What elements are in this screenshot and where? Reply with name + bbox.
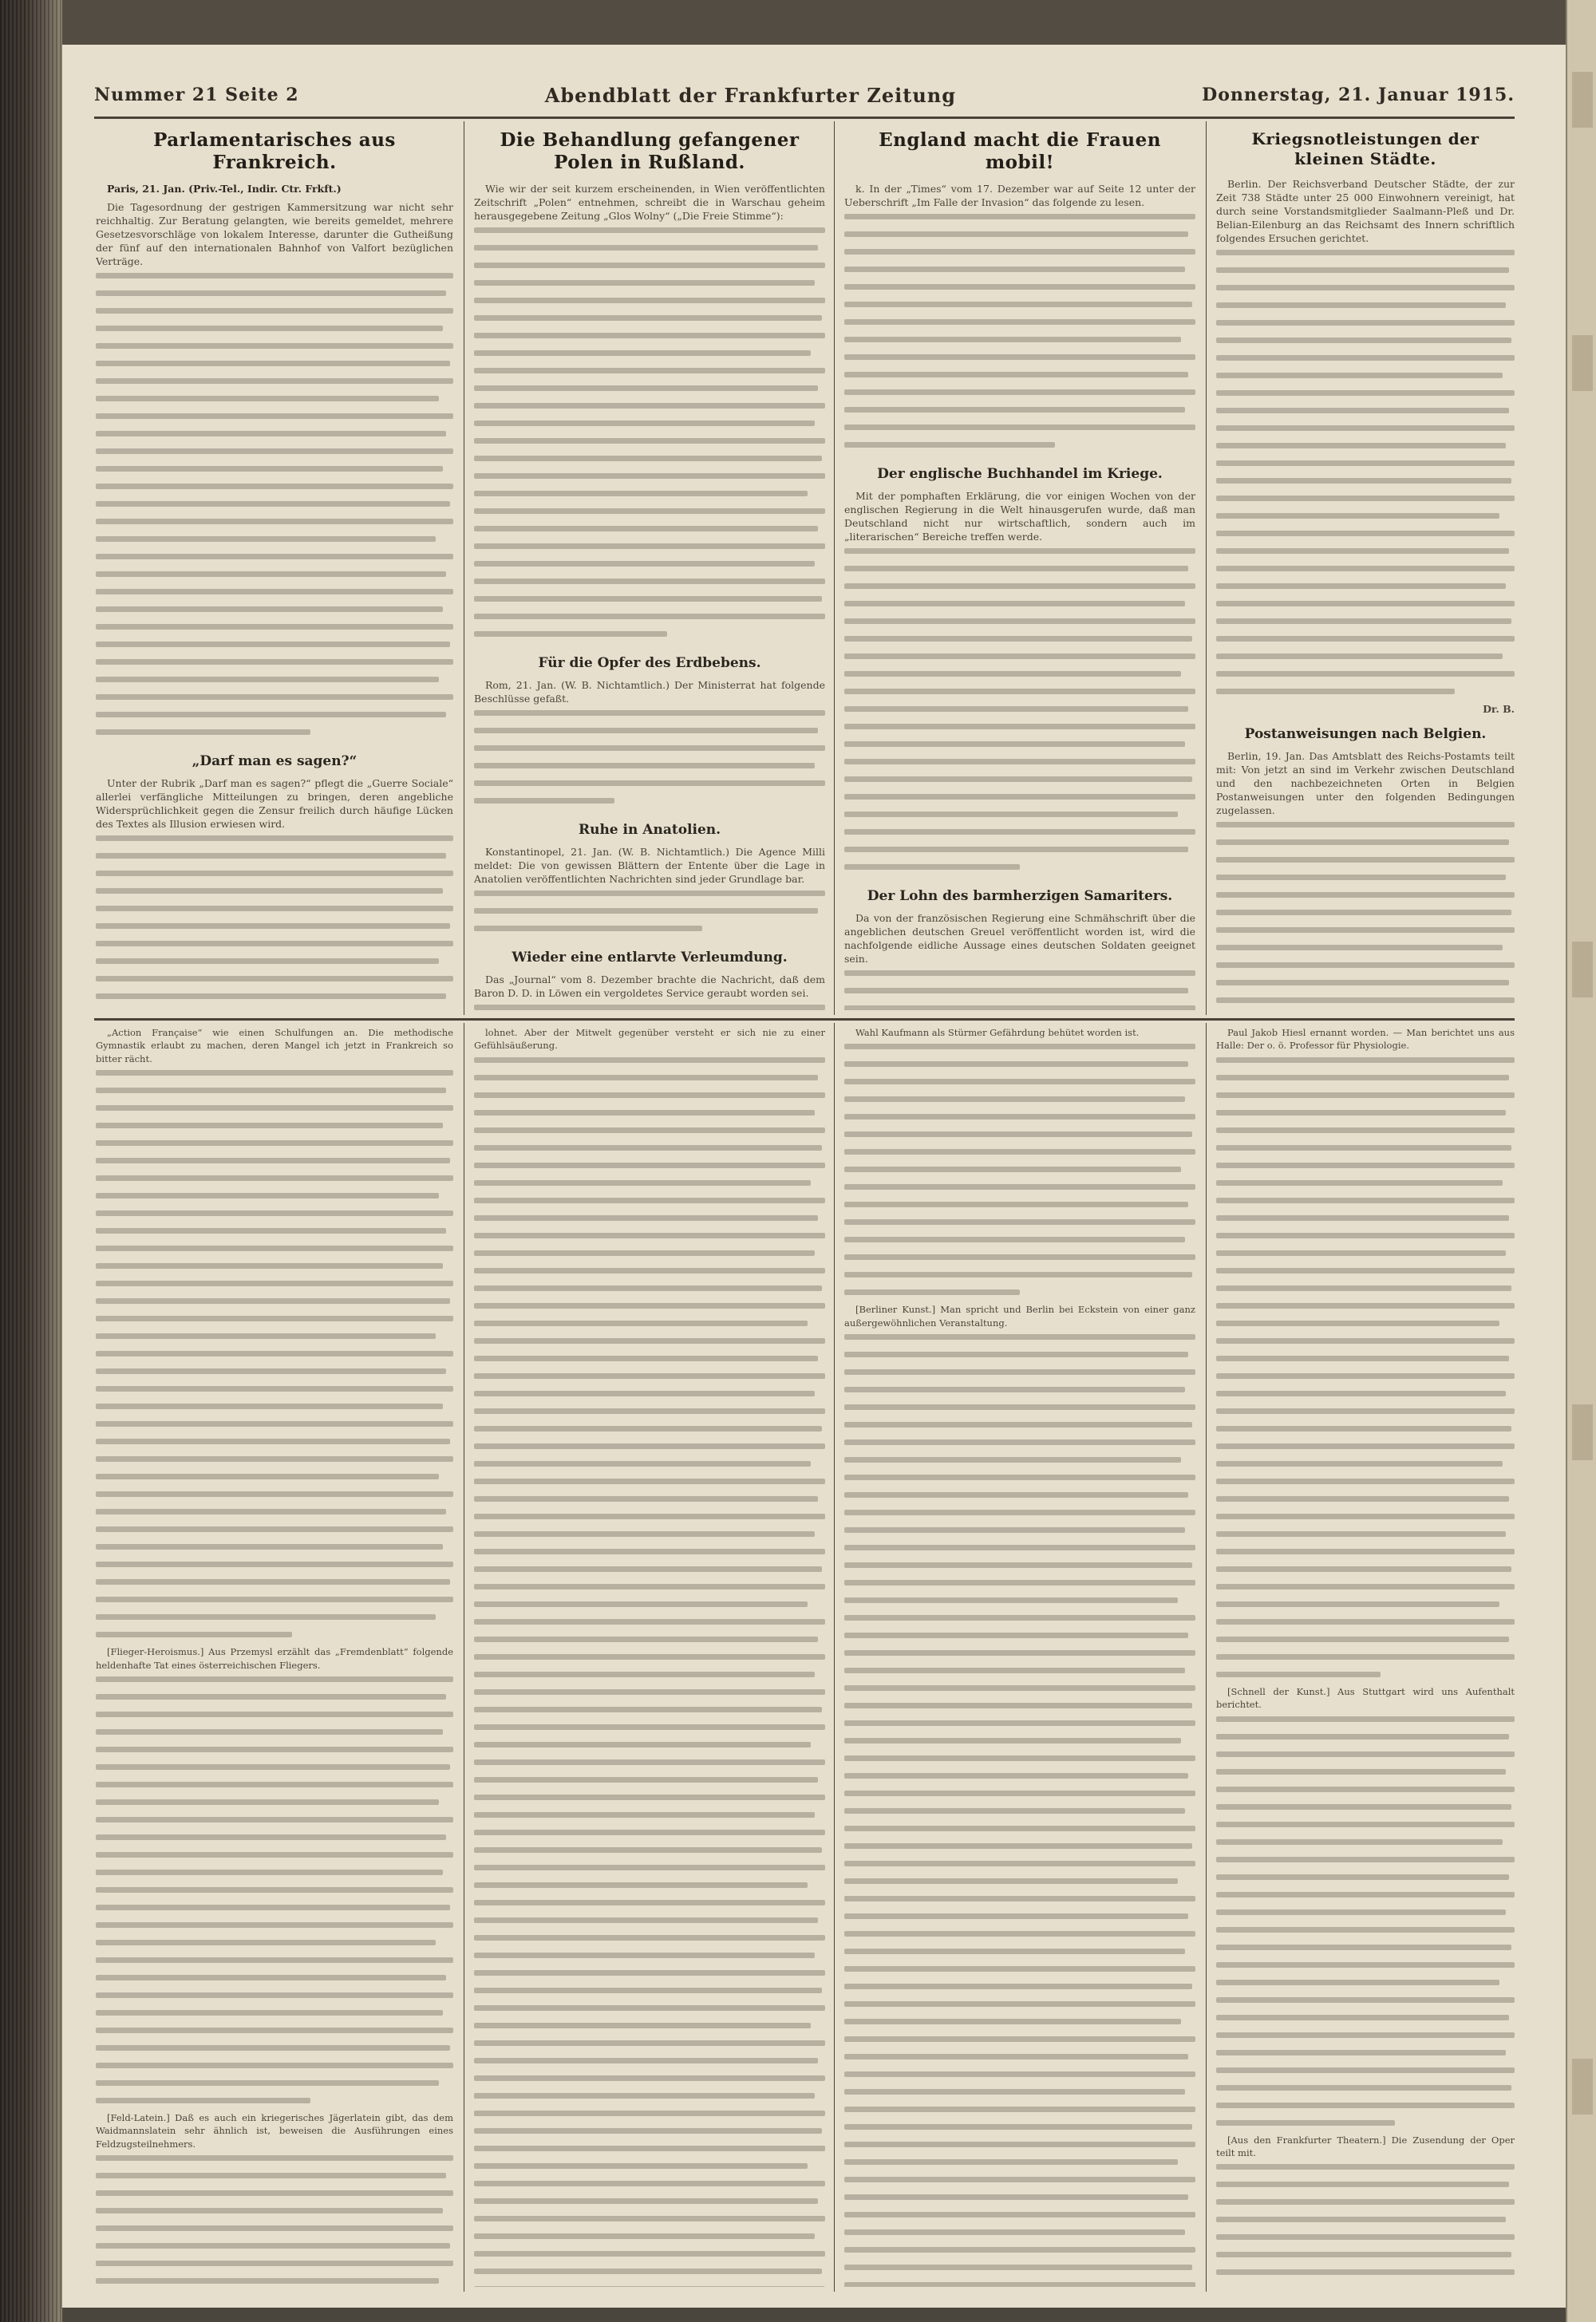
article-column-2 bbox=[474, 124, 825, 1010]
newspaper-title: Abendblatt der Frankfurter Zeitung bbox=[544, 83, 956, 107]
feuilleton-separator bbox=[94, 1018, 1515, 1021]
article-subheading: Wieder eine entlarvte Verleumdung. bbox=[512, 950, 788, 966]
page-number: Nummer 21 Seite 2 bbox=[94, 85, 299, 105]
article-subheading: Ruhe in Anatolien. bbox=[578, 822, 721, 838]
feuilleton-item: [Aus den Frankfurter Theatern.] Die Zusendung der Oper teilt mit. bbox=[1216, 2134, 1515, 2159]
article-headline: Die Behandlung gefangener Polen in Rußland. bbox=[500, 129, 800, 173]
article-subheading: Der Lohn des barmherzigen Samariters. bbox=[867, 888, 1173, 904]
feuilleton-body-lines bbox=[96, 2155, 453, 2287]
article-body-lines bbox=[96, 835, 453, 1010]
article-body-lines bbox=[844, 214, 1195, 456]
article-body-lines bbox=[474, 890, 825, 939]
volume-binding-edge bbox=[0, 0, 62, 2322]
header-rule bbox=[94, 116, 1515, 119]
feuilleton-body-lines bbox=[1216, 1716, 1515, 2134]
article-subheading: „Darf man es sagen?“ bbox=[192, 753, 358, 769]
article-body-lines bbox=[474, 710, 825, 812]
dateline: Paris, 21. Jan. (Priv.-Tel., Indir. Ctr. Frkft.) bbox=[107, 183, 342, 195]
article-text: Unter der Rubrik „Darf man es sagen?“ pflegt die „Guerre Sociale“ allerlei verfängliche Mitteilungen zu bringen, deren angebliche Widersprüchlichkeit gegen die Zensur freilich durch häufige Lücken des Textes als Illusion erwiesen wird. bbox=[96, 777, 453, 830]
article-text: Mit der pomphaften Erklärung, die vor einigen Wochen von der englischen Regierung in die Welt hinausgerufen wurde, daß man Deutschland nicht nur wirtschaftlich, sondern auch im „literarischen“ Bereiche treffen werde. bbox=[844, 490, 1195, 543]
article-subheading: Der englische Buchhandel im Kriege. bbox=[877, 466, 1163, 482]
article-text: Die Tagesordnung der gestrigen Kammersitzung war nicht sehr reichhaltig. Zur Beratung gelangten, wie bereits gemeldet, mehrere Gesetzesvorschläge von lokalem Interesse, darunter die Gutheißung der fünf auf den internationalen Bahnhof von Valfort bezüglichen Verträge. bbox=[96, 201, 453, 267]
article-text: Das „Journal“ vom 8. Dezember brachte die Nachricht, daß dem Baron D. D. in Löwen ein vergoldetes Service geraubt worden sei. bbox=[474, 973, 825, 999]
feuilleton-column-3 bbox=[844, 1026, 1195, 2287]
feuilleton-body-lines bbox=[844, 1334, 1195, 2287]
page-header bbox=[94, 77, 1515, 113]
feuilleton-text: Paul Jakob Hiesl ernannt worden. — Man berichtet uns aus Halle: Der o. ö. Professor für Physiologie. bbox=[1216, 1027, 1515, 1052]
author-signature: Dr. B. bbox=[1483, 703, 1515, 715]
feuilleton-text: Wahl Kaufmann als Stürmer Gefährdung behütet worden ist. bbox=[855, 1027, 1140, 1038]
article-body-lines bbox=[96, 273, 453, 743]
feuilleton-text: lohnet. Aber der Mitwelt gegenüber versteht er sich nie zu einer Gefühlsäußerung. bbox=[474, 1027, 825, 1052]
feuilleton-body-lines bbox=[96, 1070, 453, 1645]
feuilleton-item: [Berliner Kunst.] Man spricht und Berlin bei Eckstein von einer ganz außergewöhnlichen Veranstaltung. bbox=[844, 1304, 1195, 1329]
article-column-3 bbox=[844, 124, 1195, 1010]
feuilleton-item: [Schnell der Kunst.] Aus Stuttgart wird uns Aufenthalt berichtet. bbox=[1216, 1685, 1515, 1711]
feuilleton-body-lines bbox=[1216, 1057, 1515, 1685]
article-column-1 bbox=[96, 124, 453, 1010]
next-page-edge bbox=[1566, 0, 1596, 2322]
article-text: Da von der französischen Regierung eine Schmähschrift über die angeblichen deutschen Greuel veröffentlicht worden ist, wird die nachfolgende eidliche Aussage eines deutschen Soldaten geeignet sein. bbox=[844, 912, 1195, 965]
feuilleton-column-2 bbox=[474, 1026, 825, 2287]
article-text: Berlin. Der Reichsverband Deutscher Städte, der zur Zeit 738 Städte unter 25 000 Einwohnern vereinigt, hat durch seine Vorstandsmitglieder Saalmann-Pleß und Dr. Belian-Eilenburg an das Reichsamt des Innern schriftlich folgendes Ersuchen gerichtet. bbox=[1216, 178, 1515, 244]
feuilleton-body-lines bbox=[96, 1676, 453, 2111]
article-headline: Parlamentarisches aus Frankreich. bbox=[153, 129, 396, 173]
article-headline: Kriegsnotleistungen der kleinen Städte. bbox=[1251, 129, 1479, 168]
feuilleton-column-4 bbox=[1216, 1026, 1515, 2287]
feuilleton-body-lines bbox=[1216, 2164, 1515, 2287]
article-body-lines bbox=[474, 1005, 825, 1010]
article-body-lines bbox=[1216, 822, 1515, 1010]
article-subheading: Für die Opfer des Erdbebens. bbox=[538, 655, 761, 671]
feuilleton-column-1 bbox=[96, 1026, 453, 2287]
column-rule bbox=[834, 1023, 835, 2292]
feuilleton-text: „Action Française“ wie einen Schulfungen an. Die methodische Gymnastik erlaubt zu machen, deren Mangel ich jetzt in Frankreich so bitter rächt. bbox=[96, 1027, 453, 1064]
scan-top-border bbox=[62, 0, 1566, 45]
feuilleton-body-lines bbox=[474, 1057, 825, 2287]
feuilleton-body-lines bbox=[844, 1044, 1195, 1303]
feuilleton-item: [Feld-Latein.] Daß es auch ein kriegerisches Jägerlatein gibt, das dem Waidmannslatein sehr ähnlich ist, beweisen die Ausführungen eines Feldzugsteilnehmers. bbox=[96, 2112, 453, 2150]
column-rule bbox=[1206, 1023, 1207, 2292]
feuilleton-item: [Flieger-Heroismus.] Aus Przemysl erzählt das „Fremdenblatt“ folgende heldenhafte Tat eines österreichischen Fliegers. bbox=[96, 1646, 453, 1671]
article-body-lines bbox=[1216, 250, 1515, 702]
column-rule bbox=[1206, 121, 1207, 1015]
article-headline: England macht die Frauen mobil! bbox=[879, 129, 1161, 173]
article-body-lines bbox=[844, 970, 1195, 1010]
article-body-lines bbox=[844, 548, 1195, 878]
article-column-4 bbox=[1216, 124, 1515, 1010]
article-text: Rom, 21. Jan. (W. B. Nichtamtlich.) Der Ministerrat hat folgende Beschlüsse gefaßt. bbox=[474, 679, 825, 705]
article-text: Berlin, 19. Jan. Das Amtsblatt des Reichs-Postamts teilt mit: Von jetzt an sind im Verkehr zwischen Deutschland und den nachbezeichneten Orten in Belgien Postanweisungen unter den folgenden Bedingungen zugelassen. bbox=[1216, 750, 1515, 816]
scan-bottom-border bbox=[62, 2308, 1566, 2322]
article-text: k. In der „Times“ vom 17. Dezember war auf Seite 12 unter der Ueberschrift „Im Falle der Invasion“ das folgende zu lesen. bbox=[844, 183, 1195, 208]
issue-date: Donnerstag, 21. Januar 1915. bbox=[1202, 85, 1515, 105]
column-rule bbox=[834, 121, 835, 1015]
article-body-lines bbox=[474, 227, 825, 645]
article-text: Wie wir der seit kurzem erscheinenden, in Wien veröffentlichten Zeitschrift „Polen“ entnehmen, schreibt die in Warschau geheim herausgegebene Zeitung „Glos Wolny“ („Die Freie Stimme“): bbox=[474, 183, 825, 222]
article-subheading: Postanweisungen nach Belgien. bbox=[1244, 726, 1487, 742]
article-text: Konstantinopel, 21. Jan. (W. B. Nichtamtlich.) Die Agence Milli meldet: Die von gewissen Blättern der Entente über die Lage in Anatolien veröffentlichten Nachrichten sind jeder Grundlage bar. bbox=[474, 846, 825, 885]
